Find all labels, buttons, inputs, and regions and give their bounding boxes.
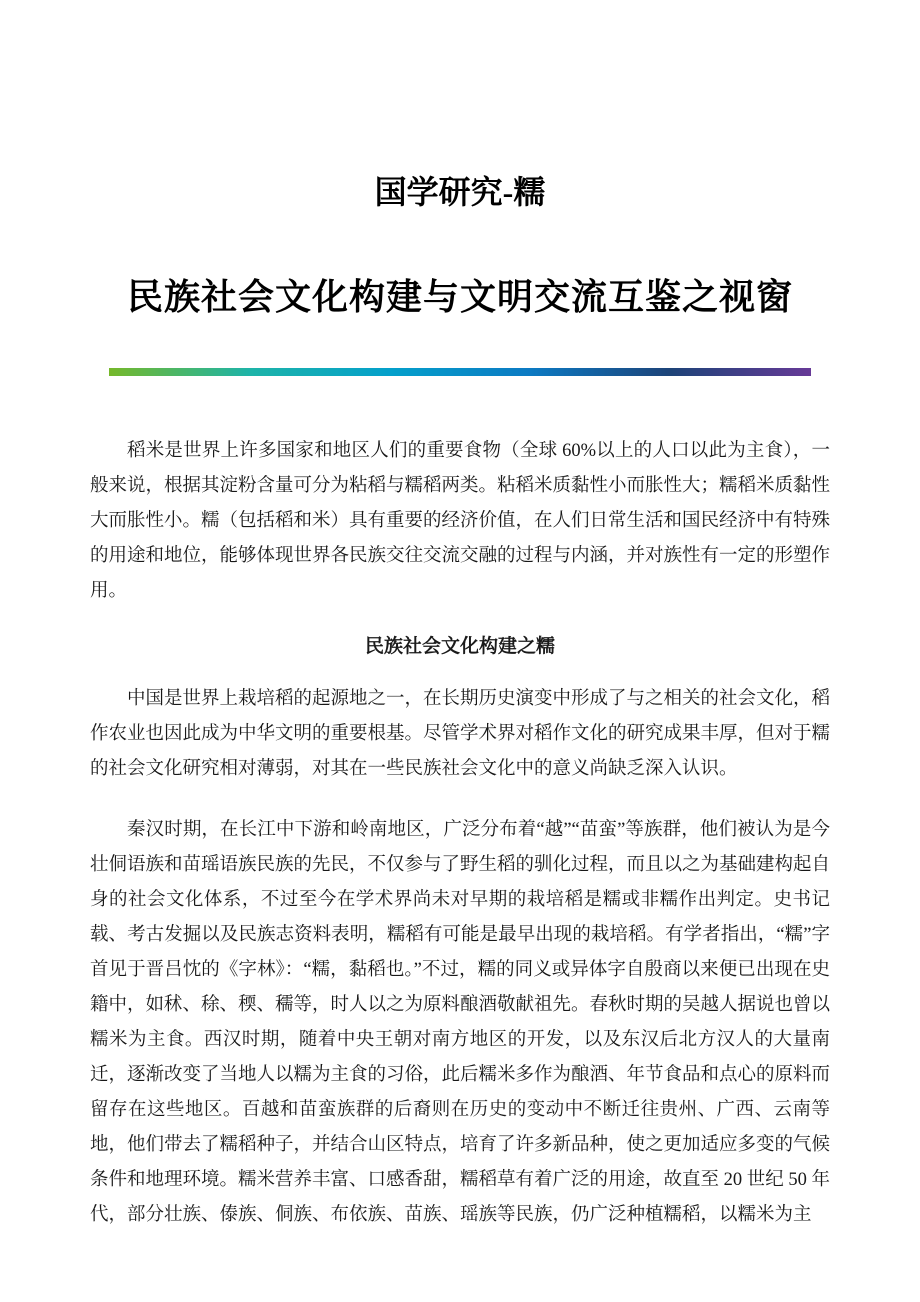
section-paragraph-1: 中国是世界上栽培稻的起源地之一，在长期历史演变中形成了与之相关的社会文化，稻作农业也因此成为中华文明的重要根基。尽管学术界对稻作文化的研究成果丰厚，但对于糯的社会文化研究相对薄弱，对其在一些民族社会文化中的意义尚缺乏深入认识。 <box>90 689 831 779</box>
section-paragraph-2: 秦汉时期，在长江中下游和岭南地区，广泛分布着“越”“苗蛮”等族群，他们被认为是今壮侗语族和苗瑶语族民族的先民，不仅参与了野生稻的驯化过程，而且以之为基础建构起自身的社会文化体系，不过至今在学术界尚未对早期的栽培稻是糯或非糯作出判定。史书记载、考古发掘以及民族志资料表明，糯稻有可能是最早出现的栽培稻。有学者指出，“糯”字首见于晋吕忱的《字林》：“糯，黏稻也。”不过，糯的同义或异体字自殷商以来便已出现在史籍中，如秫、稌、稬、穤等，时人以之为原料酿酒敬献祖先。春秋时期的吴越人据说也曾以糯米为主食。西汉时期，随着中央王朝对南方地区的开发，以及东汉后北方汉人的大量南迁，逐渐改变了当地人以糯为主食的习俗，此后糯米多作为酿酒、年节食品和点心的原料而留存在这些地区。百越和苗蛮族群的后裔则在历史的变动中不断迁往贵州、广西、云南等地，他们带去了糯稻种子，并结合山区特点，培育了许多新品种，使之更加适应多变的气候条件和地理环境。糯米营养丰富、口感香甜，糯稻草有着广泛的用途，故直至 20 世纪 50 年代，部分壮族、傣族、侗族、布依族、苗族、瑶族等民族，仍广泛种植糯稻，以糯米为主 <box>90 820 831 1225</box>
document-subtitle: 民族社会文化构建与文明交流互鉴之视窗 <box>126 277 793 317</box>
document-title: 国学研究-糯 <box>374 174 546 210</box>
body-text <box>90 434 830 1233</box>
intro-paragraph: 稻米是世界上许多国家和地区人们的重要食物（全球 60%以上的人口以此为主食），一般来说，根据其淀粉含量可分为粘稻与糯稻两类。粘稻米质黏性小而胀性大；糯稻米质黏性大而胀性小。糯（包括稻和米）具有重要的经济价值，在人们日常生活和国民经济中有特殊的用途和地位，能够体现世界各民族交往交流交融的过程与内涵，并对族性有一定的形塑作用。 <box>90 441 831 601</box>
section-heading: 民族社会文化构建之糯 <box>364 636 555 657</box>
gradient-divider <box>109 368 811 376</box>
